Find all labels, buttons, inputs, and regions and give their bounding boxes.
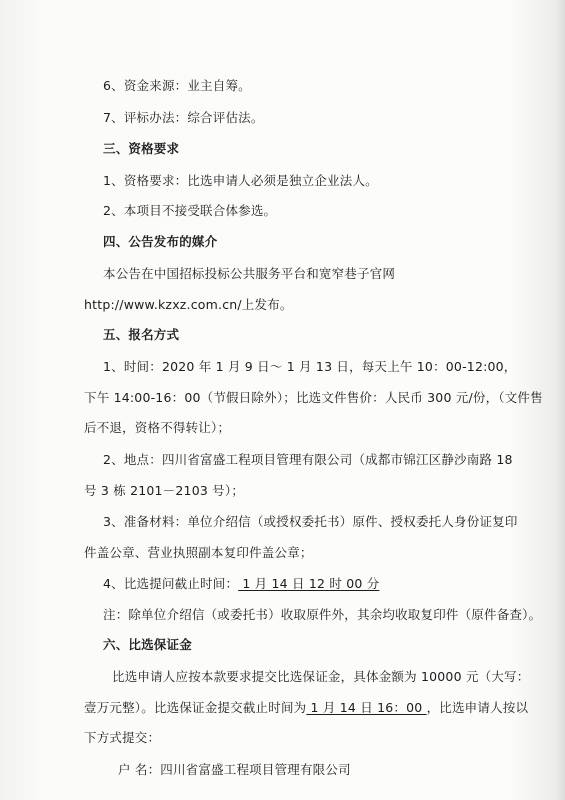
- deposit-line-3: 下方式提交：: [84, 730, 161, 745]
- registration-location-line-1: 2、地点：四川省富盛工程项目管理有限公司（成都市锦江区静沙南路 18: [103, 452, 513, 467]
- question-deadline-line: [0, 574, 565, 594]
- eval-method-item: 7、评标办法：综合评估法。: [103, 110, 264, 125]
- deposit-deadline-suffix: ，比选申请人按以: [426, 700, 529, 715]
- registration-time-line-1: 1、时间：2020 年 1 月 9 日～ 1 月 13 日，每天上午 10：00-12:00，: [103, 359, 517, 374]
- section-5-heading: 五、报名方式: [103, 327, 180, 342]
- page-edge-shadow: [555, 0, 565, 800]
- media-url-line: http://www.kzxz.com.cn/上发布。: [84, 297, 293, 312]
- section-4-heading: 四、公告发布的媒介: [103, 234, 218, 249]
- no-consortium-note: 2、本项目不接受联合体参选。: [103, 203, 277, 218]
- qualification-requirement: 1、资格要求：比选申请人必须是独立企业法人。: [103, 173, 378, 188]
- deposit-line-2: [0, 698, 565, 718]
- materials-line-1: 3、准备材料：单位介绍信（或授权委托书）原件、授权委托人身份证复印: [103, 514, 518, 529]
- question-deadline-label: 4、比选提问截止时间：: [103, 576, 239, 591]
- question-deadline-value: 1 月 14 日 12 时 00 分: [238, 576, 380, 591]
- deposit-deadline-label: 壹万元整）。比选保证金提交截止时间为: [84, 700, 307, 715]
- section-6-heading: 六、比选保证金: [103, 637, 192, 652]
- account-name-line: 户 名：四川省富盛工程项目管理有限公司: [118, 762, 351, 777]
- note-line: 注：除单位介绍信（或委托书）收取原件外，其余均收取复印件（原件备查）。: [103, 607, 542, 622]
- deposit-line-1: 比选申请人应按本款要求提交比选保证金，具体金额为 10000 元（大写：: [112, 669, 530, 684]
- section-3-heading: 三、资格要求: [103, 141, 180, 156]
- materials-line-2: 件盖公章、营业执照副本复印件盖公章；: [84, 545, 313, 560]
- registration-location-line-2: 号 3 栋 2101－2103 号）；: [84, 483, 245, 498]
- media-line-1: 本公告在中国招标投标公共服务平台和宽窄巷子官网: [103, 266, 396, 281]
- registration-time-line-3: 后不退，资格不得转让）；: [84, 420, 231, 435]
- deposit-deadline-value: 1 月 14 日 16：00: [306, 700, 427, 715]
- registration-time-line-2: 下午 14:00-16：00（节假日除外）；比选文件售价：人民币 300 元/份，（文件售: [84, 390, 543, 405]
- fund-source-item: 6、资金来源：业主自筹。: [103, 78, 251, 93]
